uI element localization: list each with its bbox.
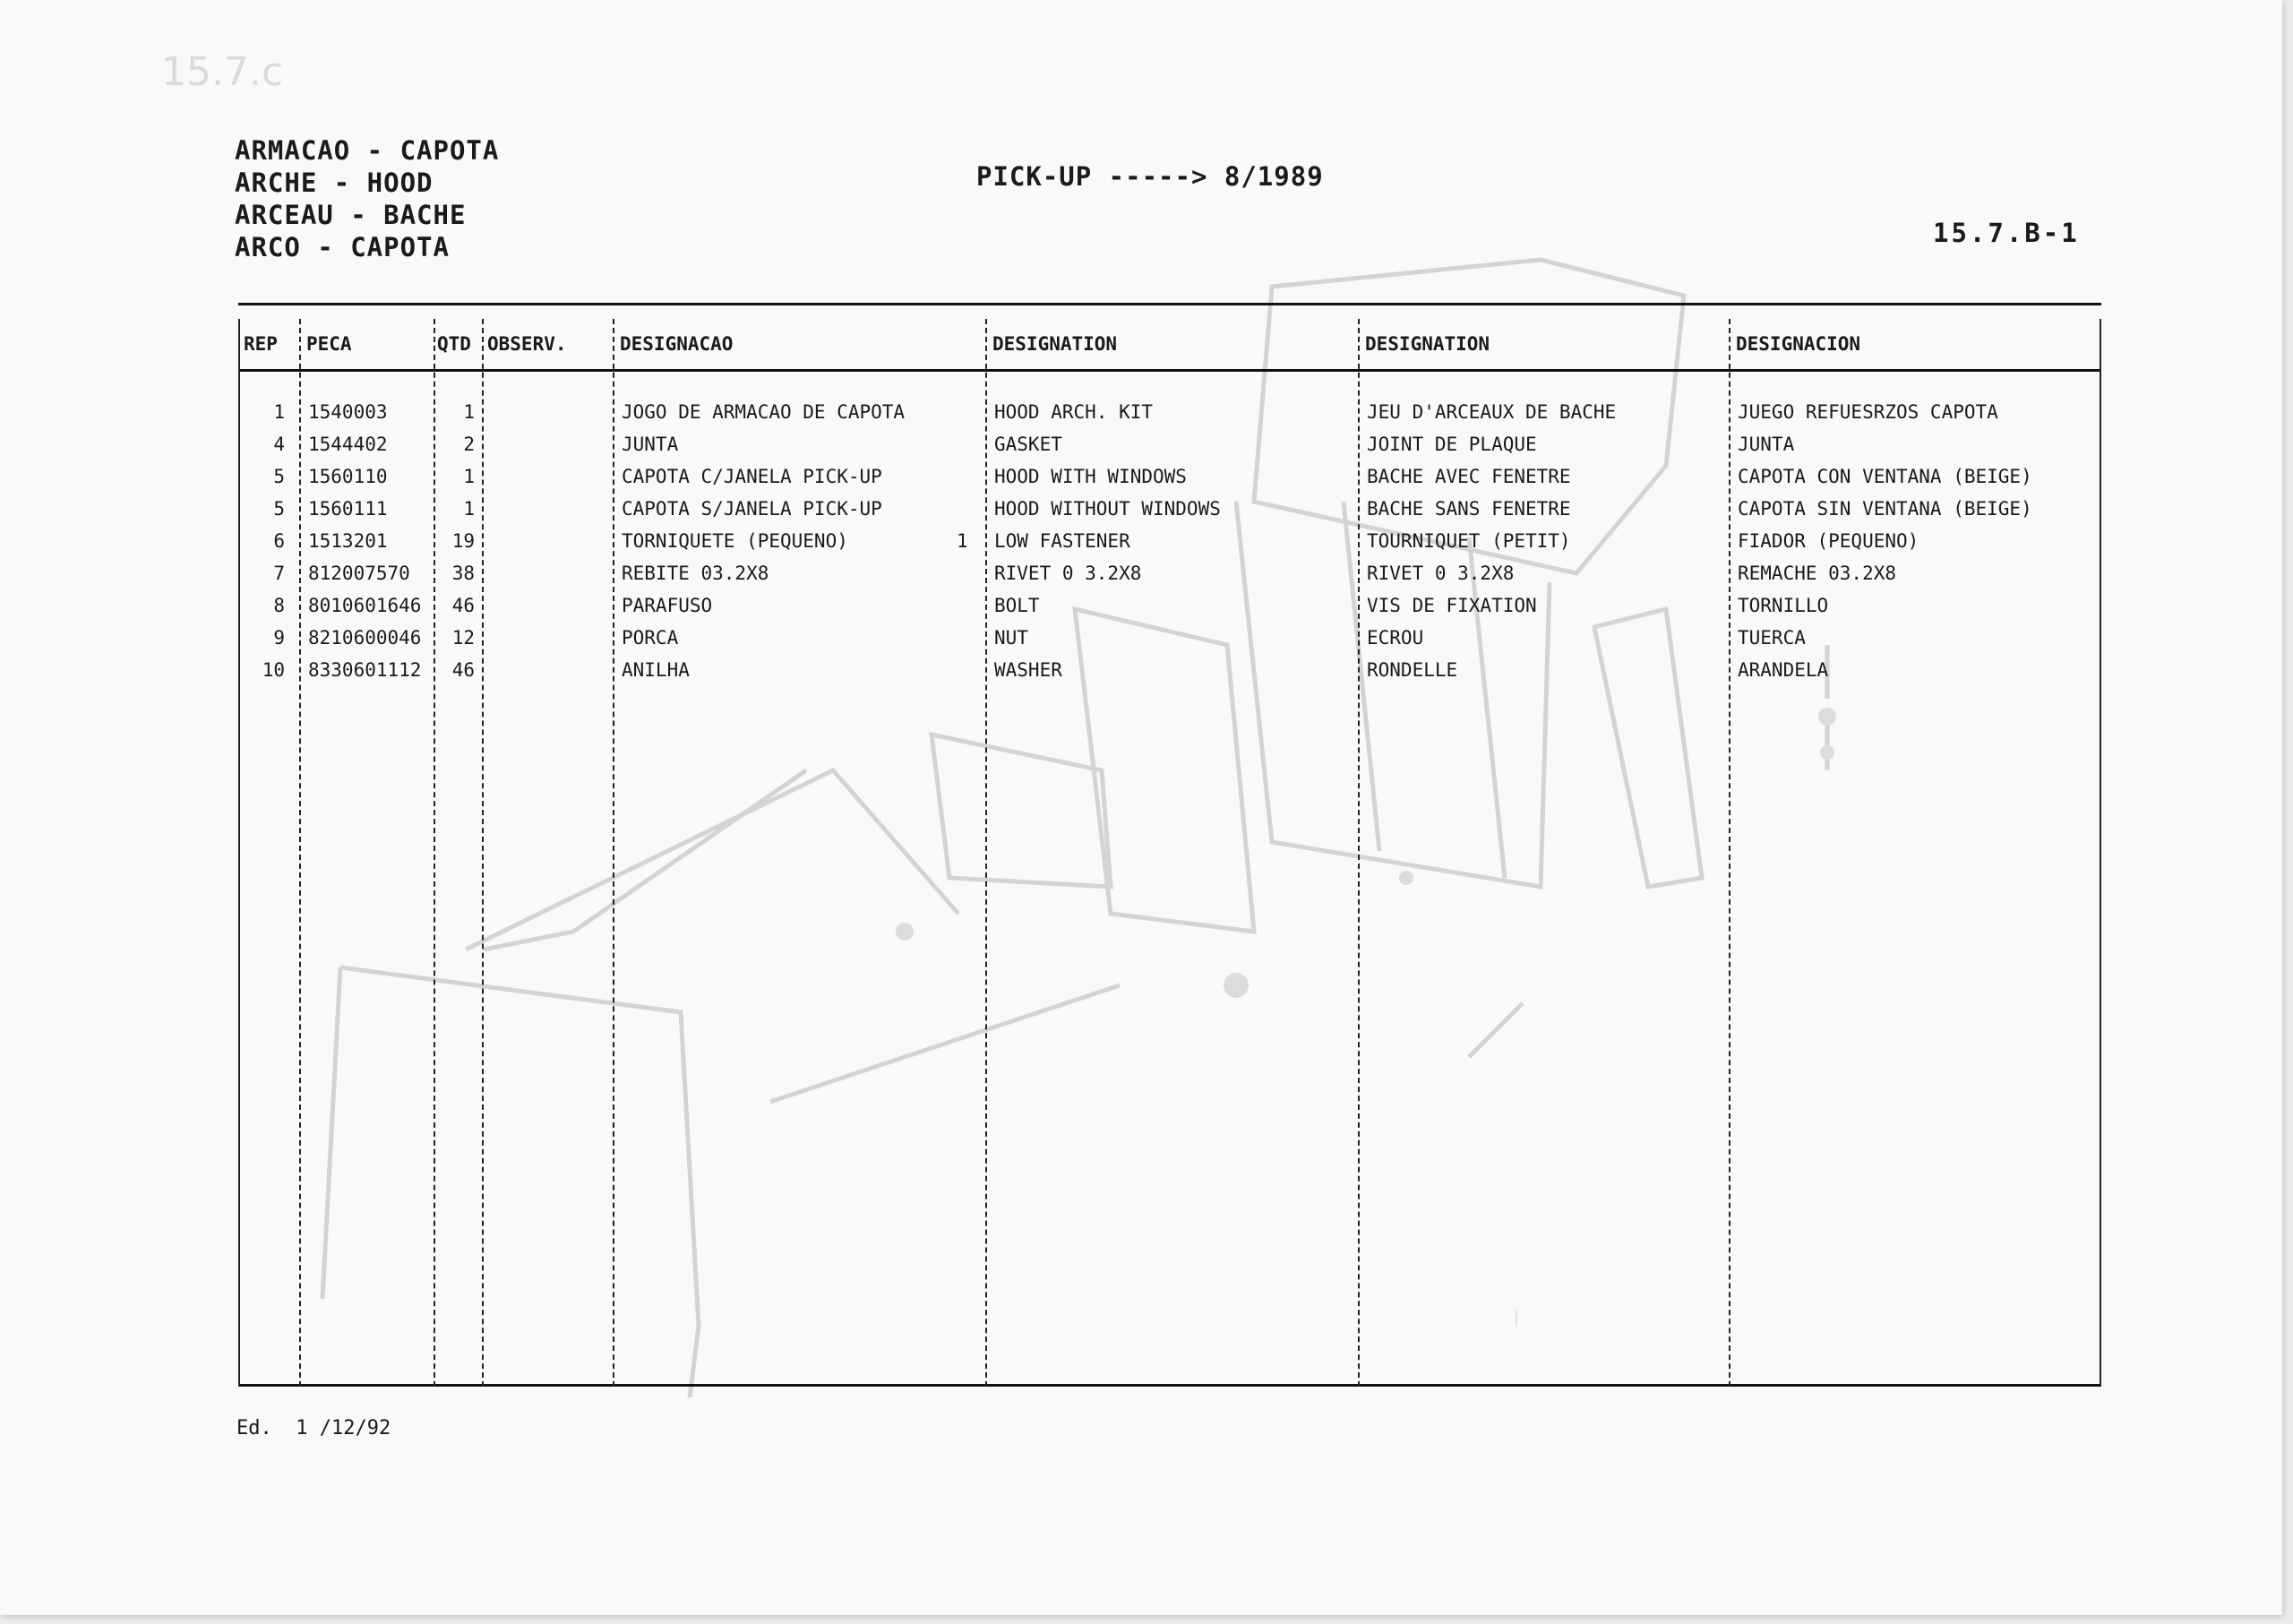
qty-cell: 46	[451, 659, 475, 681]
parts-table	[238, 303, 2101, 1387]
designation-es-cell: CAPOTA CON VENTANA (BEIGE)	[1738, 466, 2032, 487]
designation-es-cell: JUEGO REFUESRZOS CAPOTA	[1738, 401, 1998, 423]
designation-pt-cell: JUNTA	[622, 434, 679, 455]
designation-pt-cell: PARAFUSO	[622, 595, 713, 616]
designation-es-cell: JUNTA	[1738, 434, 1795, 455]
section-titles	[235, 134, 499, 263]
table-row	[238, 428, 2101, 460]
header-designation-fr: DESIGNATION	[1365, 333, 1490, 355]
designation-pt-cell: TORNIQUETE (PEQUENO)	[622, 530, 848, 552]
header-designacion: DESIGNACION	[1736, 333, 1861, 355]
designation-en-cell: GASKET	[994, 434, 1062, 455]
edition-date: Ed. 1 /12/92	[236, 1417, 391, 1439]
title-pt: ARMACAO - CAPOTA	[235, 135, 500, 166]
qty-cell: 46	[451, 595, 475, 616]
designation-en-cell: WASHER	[994, 659, 1062, 681]
designation-pt-cell: CAPOTA C/JANELA PICK-UP	[622, 466, 882, 487]
rep-cell: 4	[273, 434, 285, 455]
table-bottom-rule	[238, 1384, 2101, 1387]
rep-cell: 5	[273, 466, 285, 487]
designation-en-cell: LOW FASTENER	[994, 530, 1130, 552]
designation-fr-cell: TOURNIQUET (PETIT)	[1367, 530, 1571, 552]
part-number-cell: 1560110	[308, 466, 388, 487]
designation-en-cell: BOLT	[994, 595, 1040, 616]
part-number-cell: 8010601646	[308, 595, 422, 616]
designation-fr-cell: BACHE AVEC FENETRE	[1367, 466, 1571, 487]
page-reference: 15.7.B-1	[1933, 218, 2080, 248]
part-number-cell: 812007570	[308, 563, 410, 584]
designation-en-cell: HOOD ARCH. KIT	[994, 401, 1154, 423]
part-number-cell: 8210600046	[308, 627, 422, 649]
designation-es-cell: FIADOR (PEQUENO)	[1738, 530, 1919, 552]
designation-es-cell: TORNILLO	[1738, 595, 1829, 616]
table-top-rule	[238, 303, 2101, 305]
part-number-cell: 1540003	[308, 401, 388, 423]
header-designation-en: DESIGNATION	[992, 333, 1118, 355]
model-range: PICK-UP -----> 8/1989	[976, 161, 1324, 192]
stray-mark: 1	[957, 530, 968, 552]
svg-text:15.7.c: 15.7.c	[161, 49, 284, 95]
part-number-cell: 1513201	[308, 530, 388, 552]
table-row	[238, 460, 2101, 493]
svg-text:|: |	[1514, 1307, 1520, 1326]
designation-es-cell: TUERCA	[1738, 627, 1806, 649]
rep-cell: 7	[273, 563, 285, 584]
designation-pt-cell: REBITE 03.2X8	[622, 563, 769, 584]
title-en: ARCHE - HOOD	[235, 168, 434, 198]
designation-pt-cell: CAPOTA S/JANELA PICK-UP	[622, 498, 882, 520]
designation-fr-cell: VIS DE FIXATION	[1367, 595, 1537, 616]
table-row	[238, 396, 2101, 428]
rep-cell: 9	[273, 627, 285, 649]
qty-cell: 1	[463, 466, 475, 487]
qty-cell: 1	[463, 498, 475, 520]
designation-pt-cell: ANILHA	[622, 659, 690, 681]
table-row	[238, 654, 2101, 686]
designation-pt-cell: PORCA	[622, 627, 679, 649]
rep-cell: 8	[273, 595, 285, 616]
rep-cell: 6	[273, 530, 285, 552]
designation-en-cell: RIVET 0 3.2X8	[994, 563, 1142, 584]
qty-cell: 2	[463, 434, 475, 455]
designation-es-cell: REMACHE 03.2X8	[1738, 563, 1897, 584]
part-number-cell: 1544402	[308, 434, 388, 455]
qty-cell: 1	[463, 401, 475, 423]
qty-cell: 38	[451, 563, 475, 584]
designation-es-cell: CAPOTA SIN VENTANA (BEIGE)	[1738, 498, 2032, 520]
designation-en-cell: HOOD WITH WINDOWS	[994, 466, 1187, 487]
designation-en-cell: NUT	[994, 627, 1028, 649]
designation-en-cell: HOOD WITHOUT WINDOWS	[994, 498, 1221, 520]
table-row	[238, 557, 2101, 589]
title-fr: ARCEAU - BACHE	[235, 200, 467, 230]
designation-fr-cell: RIVET 0 3.2X8	[1367, 563, 1515, 584]
designation-es-cell: ARANDELA	[1738, 659, 1829, 681]
qty-cell: 19	[451, 530, 475, 552]
designation-fr-cell: ECROU	[1367, 627, 1424, 649]
header-designacao: DESIGNACAO	[620, 333, 734, 355]
table-row	[238, 622, 2101, 654]
title-es: ARCO - CAPOTA	[235, 232, 450, 262]
part-number-cell: 1560111	[308, 498, 388, 520]
table-row	[238, 525, 2101, 557]
designation-fr-cell: RONDELLE	[1367, 659, 1458, 681]
rep-cell: 1	[273, 401, 285, 423]
header-observ: OBSERV.	[487, 333, 567, 355]
table-row	[238, 589, 2101, 622]
designation-fr-cell: JEU D'ARCEAUX DE BACHE	[1367, 401, 1617, 423]
rep-cell: 5	[273, 498, 285, 520]
designation-fr-cell: BACHE SANS FENETRE	[1367, 498, 1571, 520]
designation-pt-cell: JOGO DE ARMACAO DE CAPOTA	[622, 401, 906, 423]
part-number-cell: 8330601112	[308, 659, 422, 681]
rep-cell: 10	[262, 659, 285, 681]
header-rule	[238, 369, 2101, 372]
qty-cell: 12	[451, 627, 475, 649]
designation-fr-cell: JOINT DE PLAQUE	[1367, 434, 1537, 455]
header-rep: REP	[244, 333, 278, 355]
header-peca: PECA	[306, 333, 352, 355]
table-row	[238, 493, 2101, 525]
header-qtd: QTD	[437, 333, 471, 355]
